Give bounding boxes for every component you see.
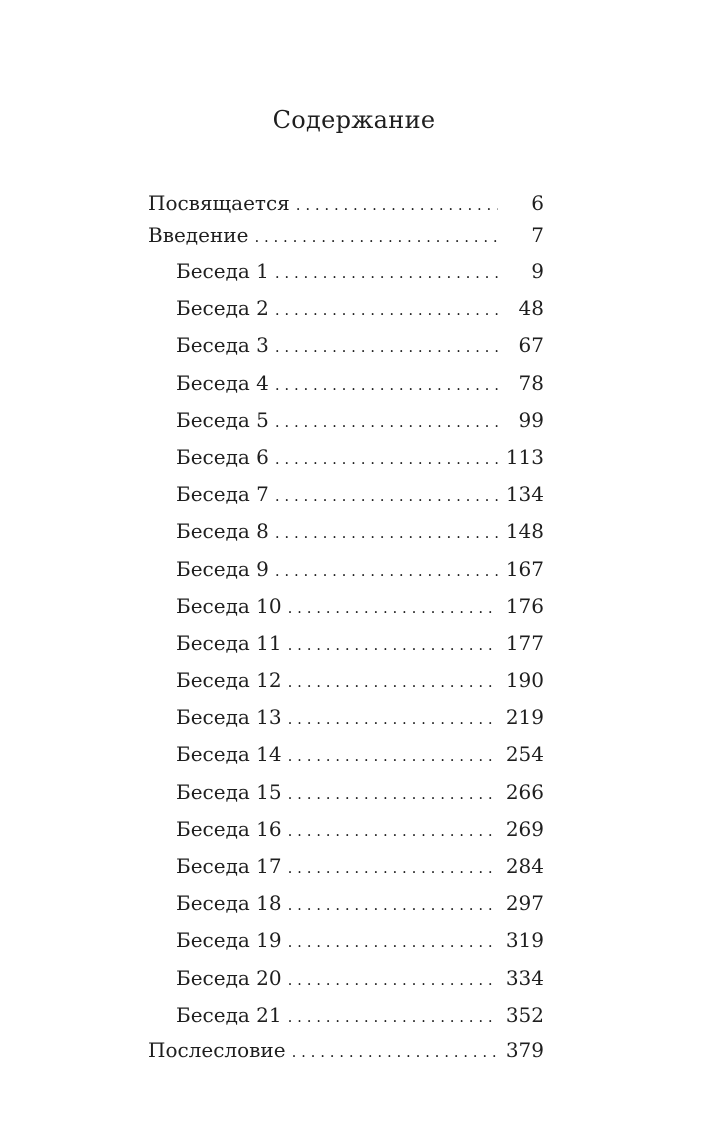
dot-leader: [288, 887, 498, 924]
toc-entry-page: 113: [505, 444, 544, 469]
toc-entry-label: Беседа 7: [176, 482, 269, 507]
toc-entry-label: Беседа 15: [176, 779, 282, 804]
toc-entry-conversation-8[interactable]: [148, 513, 544, 550]
toc-entry-conversation-15[interactable]: [148, 774, 544, 811]
toc-entry-label: Посвящается: [148, 191, 290, 215]
toc-entry-page: 297: [505, 891, 544, 916]
toc-entry-page: 67: [518, 333, 544, 358]
toc-entry-introduction[interactable]: [148, 219, 544, 251]
toc-entry-page: 190: [505, 668, 544, 693]
toc-entry-label: Беседа 14: [176, 742, 282, 767]
toc-entry-label: Беседа 16: [176, 816, 282, 841]
toc-entry-page: 99: [518, 407, 544, 432]
toc-entry-conversation-2[interactable]: [148, 290, 544, 327]
toc-entry-page: 352: [505, 1002, 544, 1027]
dot-leader: [288, 701, 498, 738]
toc-entry-page: 334: [505, 965, 544, 990]
toc-entry-page: 269: [505, 816, 544, 841]
toc-entry-conversation-18[interactable]: [148, 885, 544, 922]
dot-leader: [288, 776, 498, 813]
dot-leader: [275, 553, 498, 590]
dot-leader: [275, 292, 498, 329]
toc-entry-label: Беседа 2: [176, 296, 269, 321]
toc-entry-label: Послесловие: [148, 1037, 286, 1062]
toc-entry-conversation-19[interactable]: [148, 922, 544, 959]
dot-leader: [296, 189, 498, 221]
toc-entry-page: 167: [505, 556, 544, 581]
toc-entry-conversation-1[interactable]: [148, 253, 544, 290]
table-of-contents: [148, 187, 544, 1066]
toc-entry-page: 379: [505, 1037, 544, 1062]
toc-entry-conversation-16[interactable]: [148, 811, 544, 848]
toc-entry-label: Беседа 20: [176, 965, 282, 990]
dot-leader: [288, 999, 498, 1036]
dot-leader: [275, 329, 498, 366]
toc-entry-page: 254: [505, 742, 544, 767]
dot-leader: [292, 1036, 498, 1068]
dot-leader: [288, 627, 498, 664]
toc-entry-label: Беседа 4: [176, 370, 269, 395]
toc-entry-label: Беседа 21: [176, 1002, 282, 1027]
toc-entry-conversation-9[interactable]: [148, 551, 544, 588]
toc-entry-conversation-5[interactable]: [148, 402, 544, 439]
toc-entry-page: 177: [505, 630, 544, 655]
toc-entry-dedication[interactable]: [148, 187, 544, 219]
toc-entry-label: Беседа 1: [176, 259, 269, 283]
toc-entry-label: Беседа 8: [176, 519, 269, 544]
toc-entry-page: 176: [505, 593, 544, 618]
toc-entry-conversation-4[interactable]: [148, 365, 544, 402]
toc-entry-page: 134: [505, 482, 544, 507]
toc-entry-page: 6: [531, 191, 544, 215]
toc-entry-page: 284: [505, 854, 544, 878]
dot-leader: [288, 962, 498, 999]
toc-entry-afterword[interactable]: [148, 1034, 544, 1066]
toc-entry-conversation-12[interactable]: [148, 662, 544, 699]
toc-entry-conversation-7[interactable]: [148, 476, 544, 513]
toc-entry-conversation-6[interactable]: [148, 439, 544, 476]
dot-leader: [288, 590, 498, 627]
dot-leader: [288, 738, 498, 775]
toc-entry-conversation-13[interactable]: [148, 699, 544, 736]
toc-entry-conversation-17[interactable]: [148, 848, 544, 885]
toc-entry-page: 266: [505, 779, 544, 804]
dot-leader: [288, 850, 498, 887]
toc-entry-label: Беседа 12: [176, 668, 282, 693]
toc-entry-label: Введение: [148, 223, 249, 247]
dot-leader: [275, 478, 498, 515]
toc-entry-label: Беседа 9: [176, 556, 269, 581]
toc-entry-page: 9: [531, 259, 544, 283]
toc-entry-page: 148: [505, 519, 544, 544]
dot-leader: [275, 515, 498, 552]
toc-entry-conversation-11[interactable]: [148, 625, 544, 662]
toc-entry-page: 219: [505, 705, 544, 730]
toc-entry-label: Беседа 10: [176, 593, 282, 618]
dot-leader: [288, 664, 498, 701]
toc-entry-page: 7: [531, 223, 544, 247]
toc-entry-conversation-3[interactable]: [148, 327, 544, 364]
toc-entry-label: Беседа 19: [176, 928, 282, 953]
dot-leader: [288, 924, 498, 961]
toc-entry-conversation-20[interactable]: [148, 960, 544, 997]
dot-leader: [288, 813, 498, 850]
toc-entry-label: Беседа 6: [176, 444, 269, 469]
dot-leader: [254, 221, 498, 253]
toc-entry-label: Беседа 5: [176, 407, 269, 432]
toc-entry-label: Беседа 17: [176, 854, 282, 878]
page-title: Содержание: [272, 106, 436, 134]
dot-leader: [275, 367, 498, 404]
toc-entry-page: 78: [518, 370, 544, 395]
toc-entry-label: Беседа 3: [176, 333, 269, 358]
toc-entry-conversation-21[interactable]: [148, 997, 544, 1034]
toc-entry-conversation-10[interactable]: [148, 588, 544, 625]
toc-entry-label: Беседа 11: [176, 630, 282, 655]
dot-leader: [275, 441, 498, 478]
toc-entry-label: Беседа 13: [176, 705, 282, 730]
toc-entry-page: 319: [505, 928, 544, 953]
toc-entry-conversation-14[interactable]: [148, 736, 544, 773]
dot-leader: [275, 255, 498, 292]
toc-entry-page: 48: [518, 296, 544, 321]
toc-entry-label: Беседа 18: [176, 891, 282, 916]
dot-leader: [275, 404, 498, 441]
